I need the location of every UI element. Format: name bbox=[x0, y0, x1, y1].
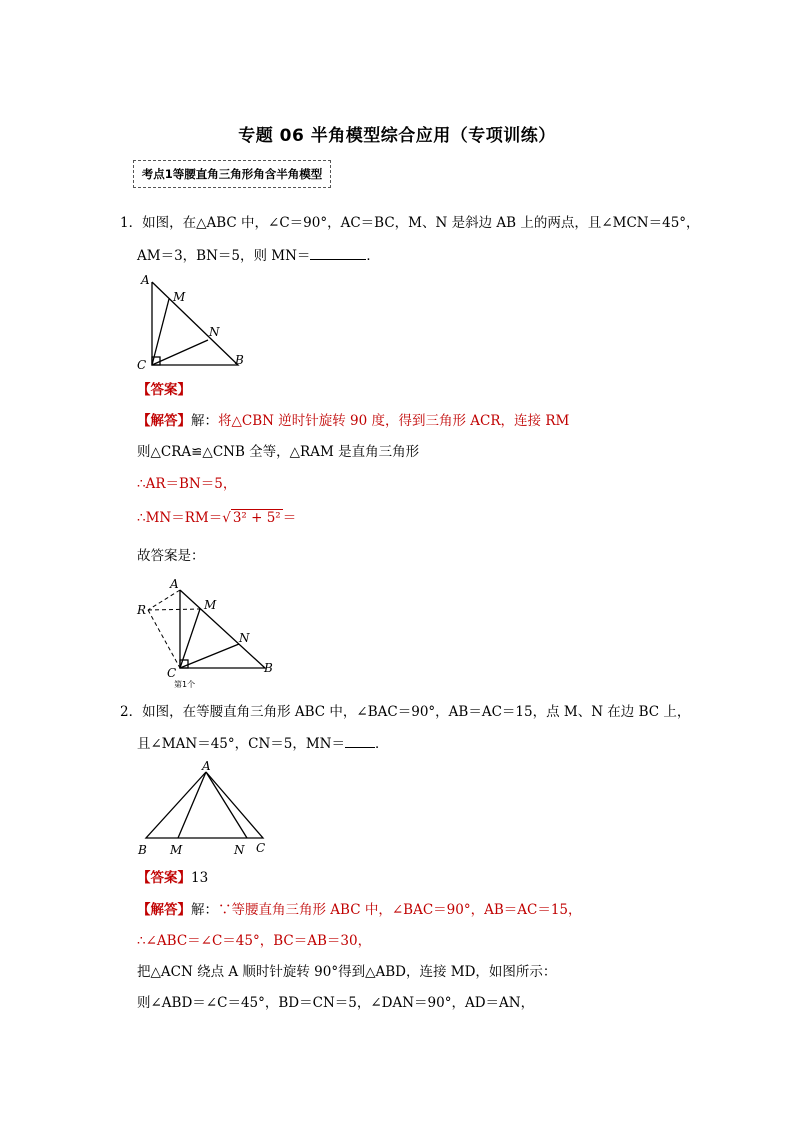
q1-answer-tag: 【答案】 bbox=[137, 382, 191, 398]
q2-solution-text1: ∵等腰直角三角形 ABC 中，∠BAC＝90°，AB＝AC＝15， bbox=[218, 902, 582, 918]
q1-solution-figure bbox=[132, 572, 282, 692]
q2-label-b: B bbox=[138, 843, 147, 857]
q1s-label-m: M bbox=[204, 598, 217, 612]
q1-solution-text5: 故答案是： bbox=[137, 548, 205, 564]
q1-line1: 如图，在△ABC 中，∠C＝90°，AC＝BC，M、N 是斜边 AB 上的两点，且∠MCN＝45°， bbox=[142, 215, 700, 231]
q2-answer-blank bbox=[345, 733, 375, 748]
q2-solution-text3: 把△ACN 绕点 A 顺时针旋转 90°得到△ABD，连接 MD，如图所示： bbox=[137, 964, 557, 980]
q1s-segment-cm bbox=[180, 609, 200, 668]
q1-label-n: N bbox=[209, 325, 220, 339]
q2-solution-prefix: 解： bbox=[191, 902, 218, 918]
q1-segment-cm bbox=[152, 299, 169, 365]
q1-text-line1 bbox=[120, 213, 700, 233]
q1s-label-r: R bbox=[137, 603, 147, 617]
q2-label-a: A bbox=[202, 759, 211, 773]
q1-solution-prefix: 解： bbox=[191, 413, 218, 429]
q2-solution-text4: 则∠ABD＝∠C＝45°，BD＝CN＝5，∠DAN＝90°，AD＝AN， bbox=[137, 995, 535, 1011]
section-tag: 考点1等腰直角三角形角含半角模型 bbox=[133, 160, 331, 188]
q2-figure bbox=[130, 758, 280, 860]
q2-segment-am bbox=[178, 772, 206, 838]
q2-label-c: C bbox=[256, 841, 266, 855]
q1s-dashed-rm bbox=[148, 609, 200, 610]
q1-label-a: A bbox=[141, 273, 150, 287]
q1s-caption: 第1个 bbox=[174, 680, 196, 689]
q1-text-line2 bbox=[137, 245, 380, 266]
q1s-segment-cn bbox=[180, 644, 239, 668]
q1s-label-a: A bbox=[170, 577, 179, 591]
sqrt-sign-icon: √ bbox=[222, 510, 231, 526]
q1-triangle-abc bbox=[152, 282, 238, 365]
q1-label-c: C bbox=[137, 358, 147, 372]
q1-answer-line bbox=[137, 380, 191, 400]
q2-solution-tag: 【解答】 bbox=[137, 902, 191, 918]
q2-solution-line4 bbox=[137, 993, 534, 1013]
q2-text-line2 bbox=[137, 733, 389, 754]
q2-segment-an bbox=[206, 772, 247, 838]
q1-solution-text4-post: ＝ bbox=[282, 510, 297, 526]
q1s-label-n: N bbox=[239, 631, 250, 645]
q2-label-m: M bbox=[170, 843, 183, 857]
q2-solution-text2: ∴∠ABC＝∠C＝45°，BC＝AB＝30， bbox=[137, 933, 372, 949]
q1-solution-text3: ∴AR＝BN＝5， bbox=[137, 476, 237, 492]
q1-radicand: 3² + 5² bbox=[232, 510, 281, 526]
q2-number: 2． bbox=[120, 704, 143, 720]
q2-solution-line3 bbox=[137, 962, 556, 982]
q2-line1: 如图，在等腰直角三角形 ABC 中，∠BAC＝90°，AB＝AC＝15，点 M、N 在边 BC 上， bbox=[142, 704, 691, 720]
q1-solution-line5 bbox=[137, 546, 205, 566]
q2-answer-tag: 【答案】 bbox=[137, 870, 191, 886]
q1-solution-line3 bbox=[137, 474, 236, 494]
q1-solution-line4 bbox=[137, 508, 296, 528]
q2-line2-post: ． bbox=[375, 736, 389, 752]
q1-line2-pre: AM＝3，BN＝5，则 MN＝ bbox=[137, 248, 311, 264]
q2-solution-line1 bbox=[137, 900, 582, 920]
q2-text-line1 bbox=[120, 702, 690, 722]
q1-solution-text2: 则△CRA≌△CNB 全等，△RAM 是直角三角形 bbox=[137, 444, 420, 460]
q1-number: 1． bbox=[120, 215, 143, 231]
q1s-dashed-ar bbox=[148, 590, 180, 610]
q2-label-n: N bbox=[234, 843, 245, 857]
q2-solution-line2 bbox=[137, 931, 371, 951]
q1-label-m: M bbox=[173, 290, 186, 304]
q1-solution-tag: 【解答】 bbox=[137, 413, 191, 429]
q1-answer-blank bbox=[310, 245, 366, 260]
q1-solution-text1: 将△CBN 逆时针旋转 90 度，得到三角形 ACR，连接 RM bbox=[218, 413, 570, 429]
q1s-dashed-rc bbox=[148, 610, 180, 668]
q1s-label-b: B bbox=[264, 661, 273, 675]
q1-solution-text4-pre: ∴MN＝RM＝ bbox=[137, 510, 223, 526]
q1-figure bbox=[130, 270, 260, 375]
q1-line2-post: ． bbox=[366, 248, 380, 264]
q1s-label-c: C bbox=[167, 666, 177, 680]
q2-triangle-abc bbox=[146, 772, 263, 838]
q1-solution-line1 bbox=[137, 411, 569, 431]
q1-label-b: B bbox=[235, 353, 244, 367]
q2-answer-line bbox=[137, 868, 208, 888]
page-title: 专题 06 半角模型综合应用（专项训练） bbox=[238, 126, 556, 146]
q2-answer-value: 13 bbox=[191, 870, 209, 886]
q2-line2-pre: 且∠MAN＝45°，CN＝5，MN＝ bbox=[137, 736, 345, 752]
q1-solution-line2 bbox=[137, 442, 419, 462]
